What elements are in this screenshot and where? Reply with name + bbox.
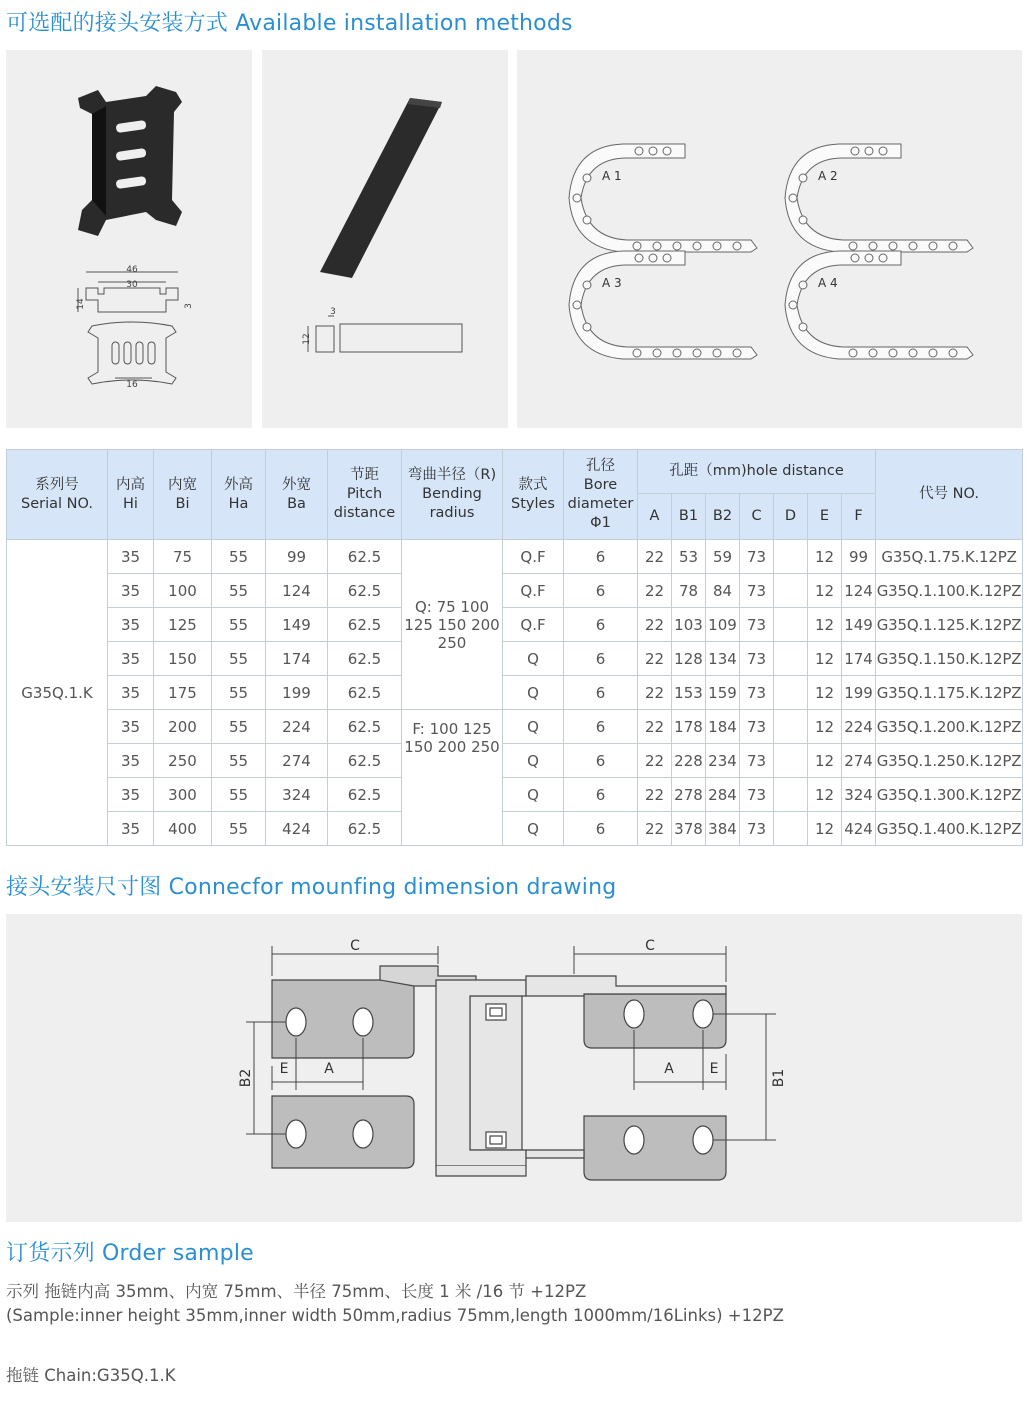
cell-b2: 59 — [706, 540, 740, 574]
header-hole-distance: 孔距（mm)hole distance — [638, 450, 876, 494]
cell-e: 12 — [808, 642, 842, 676]
order-sample-cn: 示列 拖链内高 35mm、内宽 75mm、半径 75mm、长度 1 米 /16 节 +12PZ — [6, 1282, 587, 1301]
cell-bore: 6 — [564, 676, 638, 710]
cell-b1: 378 — [672, 812, 706, 846]
table-row — [7, 540, 1023, 574]
bracket-image-panel — [6, 50, 252, 428]
cell-bore: 6 — [564, 710, 638, 744]
variant-label-a4: A 4 — [818, 276, 838, 290]
cell-e: 12 — [808, 574, 842, 608]
cell-c: 73 — [740, 642, 774, 676]
bracket-dim-16: 16 — [126, 380, 138, 390]
bracket-dim-3: 3 — [184, 303, 194, 309]
cell-code: G35Q.1.100.K.12PZ — [876, 574, 1023, 608]
cell-ha: 55 — [212, 540, 266, 574]
cell-ha: 55 — [212, 642, 266, 676]
cell-hi: 35 — [108, 676, 154, 710]
cell-ba: 174 — [266, 642, 328, 676]
cell-pitch: 62.5 — [328, 642, 402, 676]
bracket-side-drawing — [78, 272, 178, 312]
header-hi: 内高 Hi — [108, 450, 154, 540]
cell-f: 324 — [842, 778, 876, 812]
cell-d — [774, 744, 808, 778]
cell-bore: 6 — [564, 540, 638, 574]
cell-b2: 159 — [706, 676, 740, 710]
cell-b2: 109 — [706, 608, 740, 642]
cell-a: 22 — [638, 676, 672, 710]
cell-ha: 55 — [212, 812, 266, 846]
cell-c: 73 — [740, 710, 774, 744]
cell-style: Q.F — [503, 608, 564, 642]
table-row — [7, 608, 1023, 642]
cell-ba: 124 — [266, 574, 328, 608]
cell-b1: 128 — [672, 642, 706, 676]
cell-bi: 75 — [154, 540, 212, 574]
variant-label-a3: A 3 — [602, 276, 622, 290]
cell-pitch: 62.5 — [328, 540, 402, 574]
strip-image-panel — [262, 50, 508, 428]
cell-ba: 224 — [266, 710, 328, 744]
cell-pitch: 62.5 — [328, 812, 402, 846]
cell-c: 73 — [740, 540, 774, 574]
cell-d — [774, 710, 808, 744]
cell-d — [774, 608, 808, 642]
cell-e: 12 — [808, 744, 842, 778]
cell-bore: 6 — [564, 642, 638, 676]
dim-e-left: E — [279, 1061, 289, 1077]
cell-code: G35Q.1.75.K.12PZ — [876, 540, 1023, 574]
header-c: C — [740, 494, 774, 540]
cell-hi: 35 — [108, 540, 154, 574]
cell-style: Q — [503, 676, 564, 710]
table-row — [7, 574, 1023, 608]
header-radius: 弯曲半径（R) Bending radius — [402, 450, 503, 540]
cell-b1: 153 — [672, 676, 706, 710]
cell-pitch: 62.5 — [328, 778, 402, 812]
dim-b2: B2 — [238, 1068, 254, 1088]
cell-d — [774, 574, 808, 608]
bracket-dim-30: 30 — [126, 280, 138, 290]
cell-e: 12 — [808, 812, 842, 846]
cell-bore: 6 — [564, 778, 638, 812]
cell-c: 73 — [740, 574, 774, 608]
radius-f-cell: F: 100 125 150 200 250 — [402, 710, 503, 846]
dim-a-left: A — [324, 1061, 334, 1077]
dim-e-right: E — [709, 1061, 719, 1077]
cell-ha: 55 — [212, 744, 266, 778]
cell-code: G35Q.1.125.K.12PZ — [876, 608, 1023, 642]
cell-b2: 384 — [706, 812, 740, 846]
radius-q-cell: Q: 75 100 125 150 200 250 — [402, 540, 503, 710]
bracket-dim-14: 14 — [76, 298, 86, 310]
bracket-photo — [78, 86, 182, 236]
mounting-drawing-panel — [6, 914, 1022, 1222]
cell-e: 12 — [808, 676, 842, 710]
header-d: D — [774, 494, 808, 540]
cell-code: G35Q.1.250.K.12PZ — [876, 744, 1023, 778]
cell-bi: 300 — [154, 778, 212, 812]
cell-f: 224 — [842, 710, 876, 744]
cell-style: Q — [503, 744, 564, 778]
cell-pitch: 62.5 — [328, 744, 402, 778]
cell-bi: 250 — [154, 744, 212, 778]
mounting-dimension-drawing — [6, 914, 1022, 1222]
cell-style: Q — [503, 812, 564, 846]
cell-d — [774, 642, 808, 676]
cell-f: 124 — [842, 574, 876, 608]
header-f: F — [842, 494, 876, 540]
cell-hi: 35 — [108, 608, 154, 642]
cell-pitch: 62.5 — [328, 574, 402, 608]
section-heading-order: 订货示列 Order sample — [6, 1241, 254, 1266]
cell-bore: 6 — [564, 608, 638, 642]
table-row — [7, 642, 1023, 676]
chain-variants-illustration — [517, 50, 1022, 428]
cell-f: 149 — [842, 608, 876, 642]
cell-b2: 84 — [706, 574, 740, 608]
header-pitch: 节距 Pitch distance — [328, 450, 402, 540]
header-b1: B1 — [672, 494, 706, 540]
cell-ha: 55 — [212, 778, 266, 812]
cell-b1: 278 — [672, 778, 706, 812]
cell-hi: 35 — [108, 812, 154, 846]
header-code: 代号 NO. — [876, 450, 1023, 540]
cell-e: 12 — [808, 608, 842, 642]
header-e: E — [808, 494, 842, 540]
cell-a: 22 — [638, 642, 672, 676]
header-bi: 内宽 Bi — [154, 450, 212, 540]
cell-pitch: 62.5 — [328, 676, 402, 710]
cell-b1: 103 — [672, 608, 706, 642]
strip-dim-3: 3 — [330, 307, 336, 317]
cell-b2: 234 — [706, 744, 740, 778]
strip-photo — [320, 98, 442, 278]
cell-f: 174 — [842, 642, 876, 676]
cell-e: 12 — [808, 710, 842, 744]
cell-code: G35Q.1.200.K.12PZ — [876, 710, 1023, 744]
cell-style: Q.F — [503, 540, 564, 574]
serial-cell: G35Q.1.K — [7, 540, 108, 846]
cell-bi: 125 — [154, 608, 212, 642]
strip-dim-12: 12 — [302, 333, 312, 345]
cell-bore: 6 — [564, 812, 638, 846]
order-sample-en: (Sample:inner height 35mm,inner width 50mm,radius 75mm,length 1000mm/16Links) +12PZ — [6, 1306, 784, 1325]
cell-style: Q — [503, 642, 564, 676]
cell-b2: 134 — [706, 642, 740, 676]
cell-f: 274 — [842, 744, 876, 778]
cell-d — [774, 540, 808, 574]
cell-hi: 35 — [108, 744, 154, 778]
cell-c: 73 — [740, 812, 774, 846]
header-ha: 外高 Ha — [212, 450, 266, 540]
cell-style: Q — [503, 710, 564, 744]
variant-label-a1: A 1 — [602, 169, 622, 183]
cell-bore: 6 — [564, 744, 638, 778]
cell-ha: 55 — [212, 608, 266, 642]
cell-bi: 150 — [154, 642, 212, 676]
variant-label-a2: A 2 — [818, 169, 838, 183]
strip-drawing — [308, 316, 462, 352]
cell-f: 199 — [842, 676, 876, 710]
cell-hi: 35 — [108, 642, 154, 676]
cell-a: 22 — [638, 744, 672, 778]
cell-c: 73 — [740, 676, 774, 710]
dim-a-right: A — [664, 1061, 674, 1077]
chain-variants-panel — [517, 50, 1022, 428]
spec-table — [6, 449, 1023, 846]
cell-pitch: 62.5 — [328, 710, 402, 744]
cell-code: G35Q.1.175.K.12PZ — [876, 676, 1023, 710]
cell-b2: 184 — [706, 710, 740, 744]
cell-style: Q — [503, 778, 564, 812]
cell-f: 424 — [842, 812, 876, 846]
cell-a: 22 — [638, 540, 672, 574]
cell-d — [774, 778, 808, 812]
section-heading-installation: 可选配的接头安装方式 Available installation methods — [6, 11, 573, 36]
cell-ha: 55 — [212, 676, 266, 710]
cell-a: 22 — [638, 778, 672, 812]
spec-table-body — [7, 540, 1023, 846]
cell-ha: 55 — [212, 710, 266, 744]
cell-b1: 78 — [672, 574, 706, 608]
order-chain-code: 拖链 Chain:G35Q.1.K — [6, 1366, 176, 1385]
cell-bore: 6 — [564, 574, 638, 608]
cell-ba: 149 — [266, 608, 328, 642]
cell-b1: 228 — [672, 744, 706, 778]
cell-ba: 99 — [266, 540, 328, 574]
header-bore: 孔径 Bore diameter Φ1 — [564, 450, 638, 540]
cell-c: 73 — [740, 608, 774, 642]
cell-bi: 175 — [154, 676, 212, 710]
cell-c: 73 — [740, 778, 774, 812]
cell-e: 12 — [808, 540, 842, 574]
header-ba: 外宽 Ba — [266, 450, 328, 540]
cell-bi: 400 — [154, 812, 212, 846]
cell-d — [774, 812, 808, 846]
cell-c: 73 — [740, 744, 774, 778]
cell-code: G35Q.1.400.K.12PZ — [876, 812, 1023, 846]
dim-b1: B1 — [771, 1068, 787, 1088]
cell-a: 22 — [638, 812, 672, 846]
bracket-front-drawing — [88, 322, 176, 384]
dim-c-right: C — [645, 938, 655, 954]
cell-code: G35Q.1.150.K.12PZ — [876, 642, 1023, 676]
table-row — [7, 676, 1023, 710]
cell-pitch: 62.5 — [328, 608, 402, 642]
cell-ba: 199 — [266, 676, 328, 710]
bracket-illustration — [6, 50, 252, 428]
cell-bi: 200 — [154, 710, 212, 744]
table-row — [7, 744, 1023, 778]
strip-illustration — [262, 50, 508, 428]
header-serial: 系列号 Serial NO. — [7, 450, 108, 540]
cell-d — [774, 676, 808, 710]
cell-e: 12 — [808, 778, 842, 812]
table-row — [7, 812, 1023, 846]
table-row — [7, 710, 1023, 744]
cell-ba: 274 — [266, 744, 328, 778]
cell-b1: 178 — [672, 710, 706, 744]
cell-hi: 35 — [108, 710, 154, 744]
cell-b1: 53 — [672, 540, 706, 574]
cell-ba: 324 — [266, 778, 328, 812]
cell-ba: 424 — [266, 812, 328, 846]
header-styles: 款式 Styles — [503, 450, 564, 540]
cell-a: 22 — [638, 710, 672, 744]
cell-f: 99 — [842, 540, 876, 574]
cell-ha: 55 — [212, 574, 266, 608]
bracket-dim-46: 46 — [126, 265, 138, 275]
section-heading-drawing: 接头安装尺寸图 Connecfor mounfing dimension drawing — [6, 875, 617, 900]
cell-style: Q.F — [503, 574, 564, 608]
cell-bi: 100 — [154, 574, 212, 608]
cell-b2: 284 — [706, 778, 740, 812]
cell-hi: 35 — [108, 778, 154, 812]
header-b2: B2 — [706, 494, 740, 540]
cell-code: G35Q.1.300.K.12PZ — [876, 778, 1023, 812]
cell-a: 22 — [638, 574, 672, 608]
table-row — [7, 778, 1023, 812]
cell-a: 22 — [638, 608, 672, 642]
cell-hi: 35 — [108, 574, 154, 608]
header-a: A — [638, 494, 672, 540]
dim-c-left: C — [350, 938, 360, 954]
